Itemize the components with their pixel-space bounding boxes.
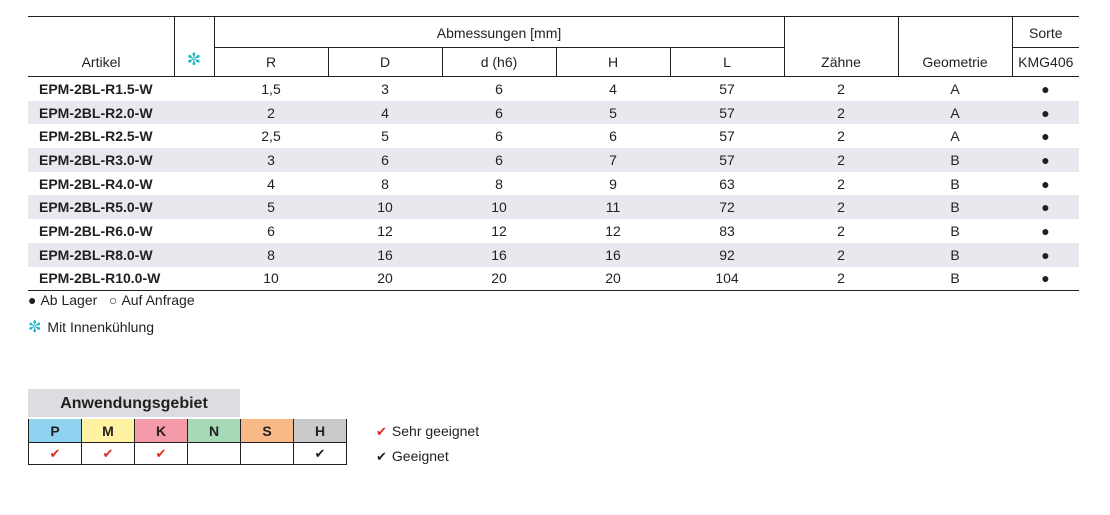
cell-H: 4 bbox=[609, 80, 617, 97]
cell-D: 16 bbox=[328, 243, 442, 267]
column-header-H: H bbox=[556, 48, 670, 77]
cell-L: 104 bbox=[670, 267, 784, 291]
key-label: Sehr geeignet bbox=[391, 423, 480, 439]
material-P: P bbox=[29, 419, 82, 443]
cell-H: 11 bbox=[556, 195, 670, 219]
filled-dot-icon: ● bbox=[28, 292, 37, 308]
suitability-key-sehr-geeignet bbox=[376, 423, 479, 440]
snowflake-icon: ✼ bbox=[186, 50, 202, 69]
cell-L: 92 bbox=[670, 243, 784, 267]
cell-geometrie: B bbox=[898, 243, 1012, 267]
cell-L: 72 bbox=[670, 195, 784, 219]
cell-zaehne: 2 bbox=[784, 101, 898, 125]
application-area-title: Anwendungsgebiet bbox=[28, 389, 240, 417]
cell-H: 7 bbox=[556, 148, 670, 172]
checkmark-icon: ✔ bbox=[82, 443, 135, 465]
column-header-geometrie: Geometrie bbox=[898, 17, 1012, 77]
checkmark-icon: ✔ bbox=[294, 443, 347, 465]
cell-d: 10 bbox=[442, 195, 556, 219]
cell-H: 12 bbox=[605, 222, 621, 239]
cell-R: 4 bbox=[267, 175, 275, 192]
legend-innenkuehlung: Mit Innenkühlung bbox=[47, 319, 155, 335]
cell-artikel: EPM-2BL-R2.5-W bbox=[39, 128, 153, 145]
cell-d: 20 bbox=[442, 267, 556, 291]
cell-L: 57 bbox=[719, 80, 735, 97]
cell-R: 8 bbox=[214, 243, 328, 267]
cell-stock-dot: ● bbox=[1041, 175, 1050, 192]
cell-H: 16 bbox=[556, 243, 670, 267]
cell-geometrie: A bbox=[950, 80, 960, 97]
column-header-d-h6: d (h6) bbox=[442, 48, 556, 77]
column-header-abmessungen: Abmessungen [mm] bbox=[214, 17, 784, 48]
cell-d: 6 bbox=[442, 101, 556, 125]
cell-stock-dot: ● bbox=[1012, 101, 1079, 125]
cell-zaehne: 2 bbox=[784, 243, 898, 267]
table-row bbox=[28, 219, 1079, 243]
cell-d: 8 bbox=[495, 175, 503, 192]
cell-D: 8 bbox=[381, 175, 389, 192]
red-checkmark-icon: ✔ bbox=[376, 424, 387, 439]
cell-zaehne: 2 bbox=[837, 175, 845, 192]
cell-geometrie: B bbox=[898, 195, 1012, 219]
cell-artikel: EPM-2BL-R3.0-W bbox=[28, 148, 214, 172]
cell-H: 6 bbox=[609, 128, 617, 145]
snowflake-icon: ✼ bbox=[28, 319, 42, 336]
cell-stock-dot: ● bbox=[1012, 267, 1079, 291]
key-label: Geeignet bbox=[391, 448, 449, 464]
cell-zaehne: 2 bbox=[784, 148, 898, 172]
cell-d: 6 bbox=[495, 128, 503, 145]
table-row bbox=[28, 101, 1079, 125]
black-checkmark-icon: ✔ bbox=[376, 449, 387, 464]
cell-zaehne: 2 bbox=[837, 128, 845, 145]
cell-L: 57 bbox=[670, 148, 784, 172]
checkmark-icon: ✔ bbox=[29, 443, 82, 465]
cell-R: 2 bbox=[214, 101, 328, 125]
coolant-legend bbox=[28, 317, 154, 337]
legend-ab-lager: Ab Lager bbox=[40, 292, 98, 308]
cell-d: 6 bbox=[442, 148, 556, 172]
column-header-L: L bbox=[670, 48, 784, 77]
cell-artikel: EPM-2BL-R6.0-W bbox=[39, 222, 153, 239]
cell-artikel: EPM-2BL-R4.0-W bbox=[39, 175, 153, 192]
cell-d: 12 bbox=[491, 222, 507, 239]
cell-geometrie: B bbox=[898, 148, 1012, 172]
cell-stock-dot: ● bbox=[1041, 128, 1050, 145]
cell-stock-dot: ● bbox=[1041, 80, 1050, 97]
table-row bbox=[28, 243, 1079, 267]
application-area-table bbox=[28, 419, 347, 465]
column-header-R: R bbox=[214, 48, 328, 77]
material-S: S bbox=[241, 419, 294, 443]
cell-stock-dot: ● bbox=[1012, 243, 1079, 267]
cell-artikel: EPM-2BL-R1.5-W bbox=[39, 80, 153, 97]
material-M: M bbox=[82, 419, 135, 443]
column-header-D: D bbox=[328, 48, 442, 77]
cell-D: 20 bbox=[328, 267, 442, 291]
cell-zaehne: 2 bbox=[784, 267, 898, 291]
cell-R: 1,5 bbox=[261, 80, 281, 97]
hollow-dot-icon: ○ bbox=[108, 292, 118, 308]
column-header-coolant bbox=[174, 17, 214, 77]
legend-auf-anfrage: Auf Anfrage bbox=[121, 292, 195, 308]
cell-zaehne: 2 bbox=[837, 80, 845, 97]
cell-H: 5 bbox=[556, 101, 670, 125]
cell-D: 3 bbox=[381, 80, 389, 97]
cell-zaehne: 2 bbox=[837, 222, 845, 239]
cell-H: 9 bbox=[609, 175, 617, 192]
cell-artikel: EPM-2BL-R8.0-W bbox=[28, 243, 214, 267]
stock-legend bbox=[28, 292, 195, 308]
material-K: K bbox=[135, 419, 188, 443]
cell-D: 4 bbox=[328, 101, 442, 125]
empty-mark-cell bbox=[188, 443, 241, 465]
cell-D: 10 bbox=[328, 195, 442, 219]
cell-geometrie: A bbox=[898, 101, 1012, 125]
cell-L: 63 bbox=[719, 175, 735, 192]
cell-stock-dot: ● bbox=[1012, 148, 1079, 172]
checkmark-icon: ✔ bbox=[135, 443, 188, 465]
table-row bbox=[28, 77, 1079, 101]
empty-mark-cell bbox=[241, 443, 294, 465]
cell-geometrie: B bbox=[950, 222, 960, 239]
product-spec-table bbox=[28, 16, 1079, 291]
table-row bbox=[28, 267, 1079, 291]
cell-d: 16 bbox=[442, 243, 556, 267]
cell-R: 6 bbox=[267, 222, 275, 239]
material-H: H bbox=[294, 419, 347, 443]
cell-geometrie: A bbox=[950, 128, 960, 145]
table-row bbox=[28, 148, 1079, 172]
cell-zaehne: 2 bbox=[784, 195, 898, 219]
table-row bbox=[28, 124, 1079, 148]
column-header-kmg406: KMG406 bbox=[1012, 48, 1079, 77]
cell-H: 20 bbox=[556, 267, 670, 291]
cell-artikel: EPM-2BL-R5.0-W bbox=[28, 195, 214, 219]
column-header-artikel: Artikel bbox=[28, 17, 174, 77]
cell-L: 57 bbox=[719, 128, 735, 145]
cell-D: 6 bbox=[328, 148, 442, 172]
cell-stock-dot: ● bbox=[1012, 195, 1079, 219]
cell-geometrie: B bbox=[950, 175, 960, 192]
cell-R: 2,5 bbox=[261, 128, 281, 145]
cell-stock-dot: ● bbox=[1041, 222, 1050, 239]
cell-D: 5 bbox=[381, 128, 389, 145]
cell-d: 6 bbox=[495, 80, 503, 97]
column-header-sorte: Sorte bbox=[1012, 17, 1079, 48]
cell-R: 3 bbox=[214, 148, 328, 172]
column-header-zaehne: Zähne bbox=[784, 17, 898, 77]
suitability-key-geeignet bbox=[376, 448, 449, 465]
cell-R: 10 bbox=[214, 267, 328, 291]
table-row bbox=[28, 195, 1079, 219]
cell-D: 12 bbox=[377, 222, 393, 239]
material-N: N bbox=[188, 419, 241, 443]
cell-geometrie: B bbox=[898, 267, 1012, 291]
cell-R: 5 bbox=[214, 195, 328, 219]
cell-artikel: EPM-2BL-R2.0-W bbox=[28, 101, 214, 125]
cell-L: 57 bbox=[670, 101, 784, 125]
cell-artikel: EPM-2BL-R10.0-W bbox=[28, 267, 214, 291]
table-row bbox=[28, 172, 1079, 196]
cell-L: 83 bbox=[719, 222, 735, 239]
